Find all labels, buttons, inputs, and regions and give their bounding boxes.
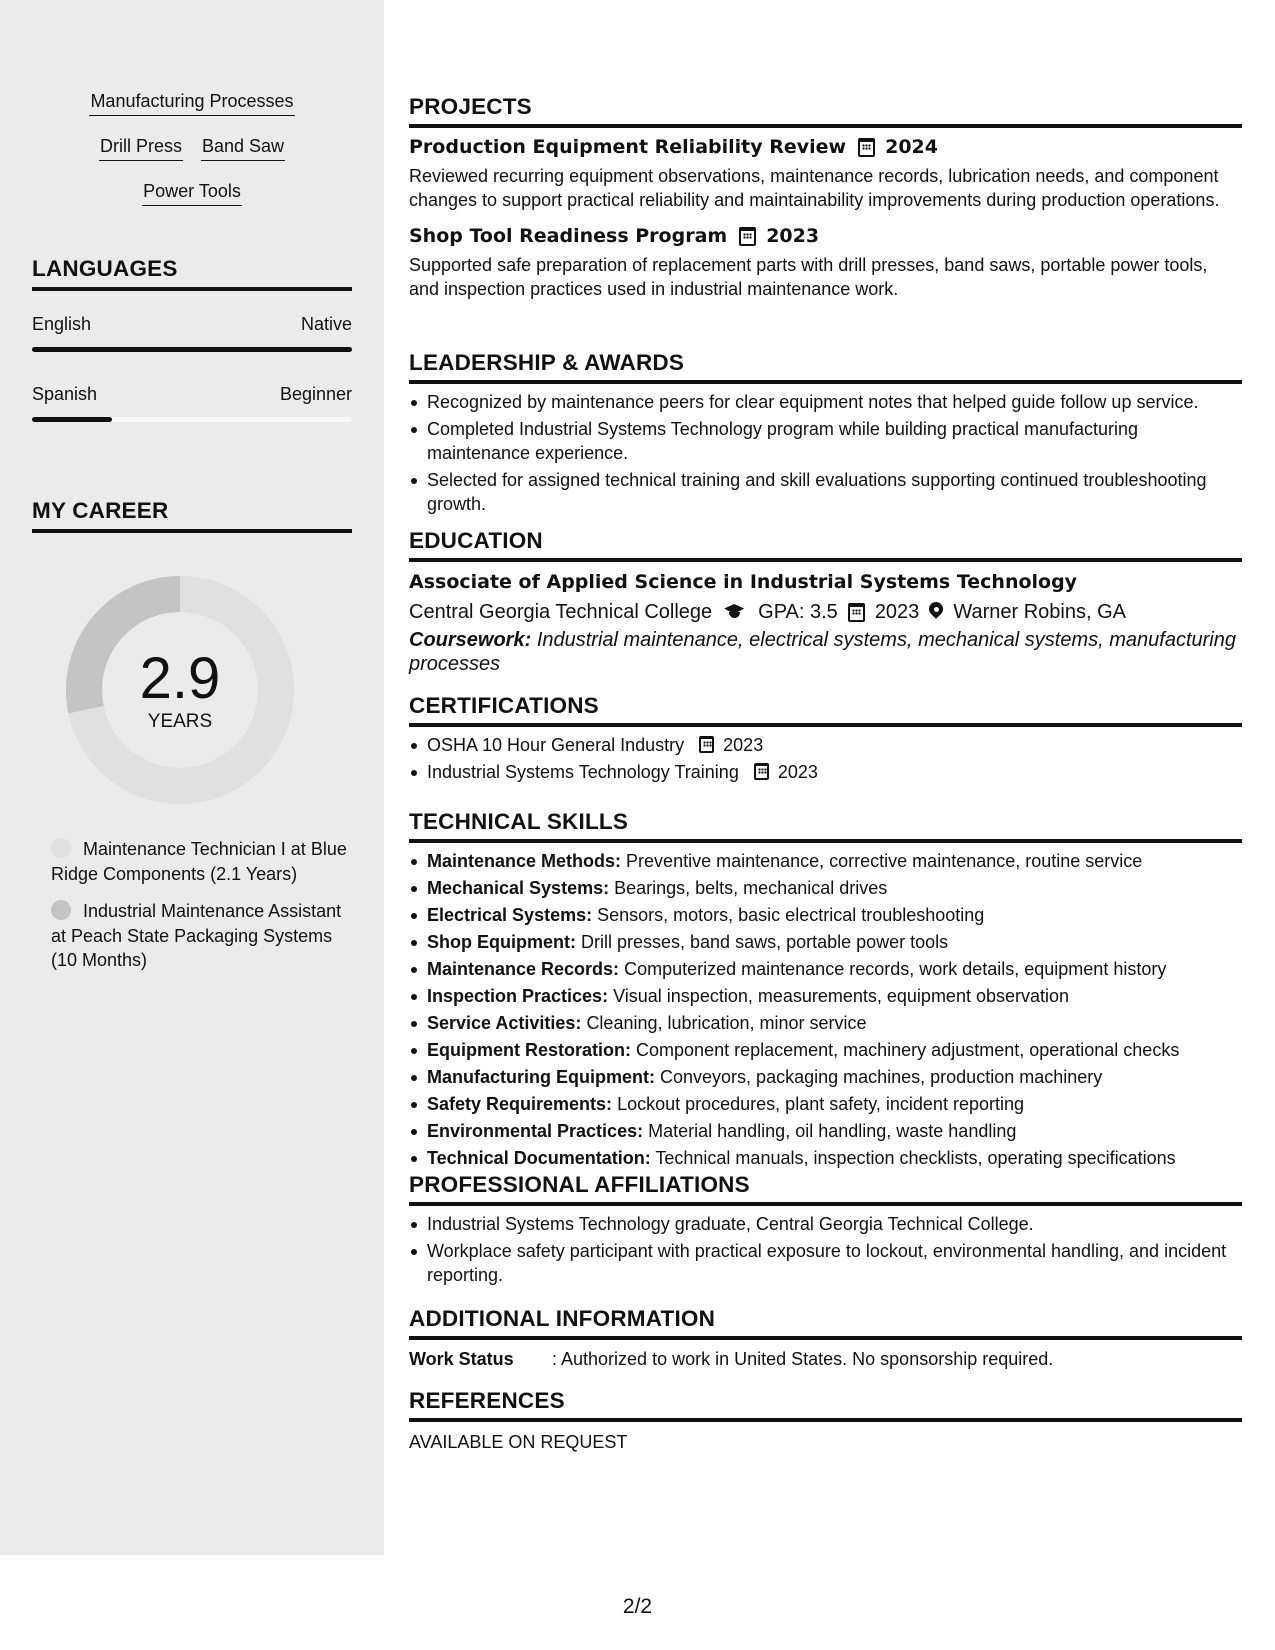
education-year: 2023 xyxy=(874,601,920,623)
certification-name: Industrial Systems Technology Training xyxy=(427,762,739,782)
technical-skill-item xyxy=(409,930,1242,954)
project-title: Production Equipment Reliability Review xyxy=(409,136,847,158)
language-name: Spanish xyxy=(32,384,98,404)
affiliations-section xyxy=(409,1171,1242,1287)
career-item-text: Industrial Maintenance Assistant at Peach State Packaging Systems (10 Months) xyxy=(51,901,342,970)
skill-row xyxy=(32,88,352,133)
education-school: Central Georgia Technical College xyxy=(409,601,713,623)
education-coursework xyxy=(409,628,1242,676)
project-year: 2024 xyxy=(885,136,938,158)
technical-skill-item xyxy=(409,1065,1242,1089)
project-year: 2023 xyxy=(766,225,820,247)
skill-value: Lockout procedures, plant safety, incident reporting xyxy=(617,1094,1024,1114)
language-level: Beginner xyxy=(279,384,352,404)
languages-heading: LANGUAGES xyxy=(32,255,352,291)
skill-value: Material handling, oil handling, waste handling xyxy=(648,1121,1017,1141)
technical-skill-item xyxy=(409,876,1242,900)
graduation-cap-icon xyxy=(722,603,748,621)
education-section xyxy=(409,527,1242,676)
certifications-section xyxy=(409,692,1242,784)
career-list xyxy=(51,837,351,986)
skill-label: Inspection Practices: xyxy=(427,986,609,1006)
affiliation-item: Workplace safety participant with practical exposure to lockout, environmental handling, and incident reporting. xyxy=(409,1239,1242,1287)
skill-label: Mechanical Systems: xyxy=(427,878,610,898)
skill-value: Visual inspection, measurements, equipment observation xyxy=(613,986,1070,1006)
certification-item xyxy=(409,760,1242,784)
leadership-item: Selected for assigned technical training and skill evaluations supporting continued troubleshooting growth. xyxy=(409,468,1242,516)
skill-label: Manufacturing Equipment: xyxy=(427,1067,655,1087)
leadership-item: Recognized by maintenance peers for clear equipment notes that helped guide follow up service. xyxy=(409,390,1242,414)
technical-skill-item xyxy=(409,957,1242,981)
skill-label: Technical Documentation: xyxy=(427,1148,651,1168)
skill-label: Safety Requirements: xyxy=(427,1094,613,1114)
certification-year: 2023 xyxy=(723,735,764,755)
calendar-icon xyxy=(858,138,875,157)
projects-section xyxy=(409,93,1242,301)
skill-value: Conveyors, packaging machines, production machinery xyxy=(660,1067,1103,1087)
references-heading: REFERENCES xyxy=(409,1387,1242,1422)
skill-row xyxy=(32,133,352,178)
work-status-value: : Authorized to work in United States. No sponsorship required. xyxy=(552,1349,1054,1369)
affiliation-item: Industrial Systems Technology graduate, Central Georgia Technical College. xyxy=(409,1212,1242,1236)
certifications-heading: CERTIFICATIONS xyxy=(409,692,1242,727)
language-bar xyxy=(32,417,352,422)
calendar-icon xyxy=(739,227,756,246)
calendar-icon xyxy=(754,763,769,780)
career-dot xyxy=(51,838,71,858)
technical-skill-item xyxy=(409,1146,1242,1170)
project-description: Supported safe preparation of replacement parts with drill presses, band saws, portable power tools, and inspection practices used in industrial maintenance work. xyxy=(409,255,1208,299)
references-text: AVAILABLE ON REQUEST xyxy=(409,1432,628,1452)
sidebar xyxy=(0,0,384,1555)
project-item xyxy=(409,223,1242,301)
education-gpa: GPA: 3.5 xyxy=(758,601,838,623)
affiliations-heading: PROFESSIONAL AFFILIATIONS xyxy=(409,1171,1242,1206)
skill-value: Sensors, motors, basic electrical troubleshooting xyxy=(597,905,985,925)
technical-skill-item xyxy=(409,1092,1242,1116)
technical-skills-heading: TECHNICAL SKILLS xyxy=(409,808,1242,843)
career-dot xyxy=(51,900,71,920)
skill-tag: Power Tools xyxy=(142,178,242,206)
education-heading: EDUCATION xyxy=(409,527,1242,562)
language-bar-fill xyxy=(32,417,112,422)
project-description: Reviewed recurring equipment observations, maintenance records, lubrication needs, and component changes to support practical reliability and maintainability improvements during production operations. xyxy=(409,166,1220,210)
additional-info-heading: ADDITIONAL INFORMATION xyxy=(409,1305,1242,1340)
project-title: Shop Tool Readiness Program xyxy=(409,225,728,247)
career-item xyxy=(51,837,351,886)
certification-item xyxy=(409,733,1242,757)
skill-value: Computerized maintenance records, work details, equipment history xyxy=(624,959,1167,979)
calendar-icon xyxy=(699,736,714,753)
career-heading: MY CAREER xyxy=(32,497,352,533)
skill-label: Maintenance Records: xyxy=(427,959,620,979)
map-pin-icon xyxy=(929,602,943,622)
skill-value: Preventive maintenance, corrective maintenance, routine service xyxy=(626,851,1143,871)
projects-heading: PROJECTS xyxy=(409,93,1242,128)
references-section xyxy=(409,1387,1242,1454)
career-item xyxy=(51,899,351,973)
technical-skills-list xyxy=(409,849,1242,1170)
skill-value: Cleaning, lubrication, minor service xyxy=(586,1013,867,1033)
skill-label: Equipment Restoration: xyxy=(427,1040,632,1060)
technical-skill-item xyxy=(409,903,1242,927)
leadership-item: Completed Industrial Systems Technology program while building practical manufacturing maintenance experience. xyxy=(409,417,1242,465)
skill-tag: Band Saw xyxy=(201,133,285,161)
coursework-text: Industrial maintenance, electrical systems, mechanical systems, manufacturing processes xyxy=(409,629,1236,675)
career-item-text: Maintenance Technician I at Blue Ridge Components (2.1 Years) xyxy=(51,839,347,884)
skill-value: Drill presses, band saws, portable power tools xyxy=(581,932,949,952)
leadership-heading: LEADERSHIP & AWARDS xyxy=(409,349,1242,384)
skill-value: Bearings, belts, mechanical drives xyxy=(614,878,888,898)
career-total-unit: YEARS xyxy=(147,711,213,732)
language-item xyxy=(32,383,352,422)
technical-skills-section xyxy=(409,808,1242,1170)
skill-value: Component replacement, machinery adjustment, operational checks xyxy=(636,1040,1180,1060)
skill-label: Shop Equipment: xyxy=(427,932,576,952)
certification-name: OSHA 10 Hour General Industry xyxy=(427,735,685,755)
language-name: English xyxy=(32,314,92,334)
certification-year: 2023 xyxy=(777,762,818,782)
leadership-section xyxy=(409,349,1242,516)
technical-skill-item xyxy=(409,1038,1242,1062)
skill-label: Environmental Practices: xyxy=(427,1121,644,1141)
language-bar xyxy=(32,347,352,352)
skills-cloud xyxy=(32,88,352,223)
education-location: Warner Robins, GA xyxy=(953,601,1126,623)
skill-label: Electrical Systems: xyxy=(427,905,593,925)
education-meta xyxy=(409,598,1242,626)
skill-label: Maintenance Methods: xyxy=(427,851,622,871)
page-number: 2/2 xyxy=(622,1595,653,1618)
technical-skill-item xyxy=(409,984,1242,1008)
skill-row xyxy=(32,178,352,223)
technical-skill-item xyxy=(409,1119,1242,1143)
language-level: Native xyxy=(300,314,352,334)
technical-skill-item xyxy=(409,849,1242,873)
additional-info-section xyxy=(409,1305,1242,1371)
work-status-label: Work Status xyxy=(409,1349,514,1369)
coursework-label: Coursework: xyxy=(409,629,532,651)
project-item xyxy=(409,134,1242,212)
language-bar-fill xyxy=(32,347,352,352)
technical-skill-item xyxy=(409,1011,1242,1035)
work-status-row xyxy=(409,1347,1242,1371)
skill-tag: Drill Press xyxy=(99,133,183,161)
calendar-icon xyxy=(848,603,865,622)
skill-tag: Manufacturing Processes xyxy=(89,88,294,116)
skill-value: Technical manuals, inspection checklists, operating specifications xyxy=(655,1148,1176,1168)
career-total-value: 2.9 xyxy=(139,646,221,711)
education-degree: Associate of Applied Science in Industrial Systems Technology xyxy=(409,571,1078,593)
language-item xyxy=(32,313,352,352)
skill-label: Service Activities: xyxy=(427,1013,582,1033)
